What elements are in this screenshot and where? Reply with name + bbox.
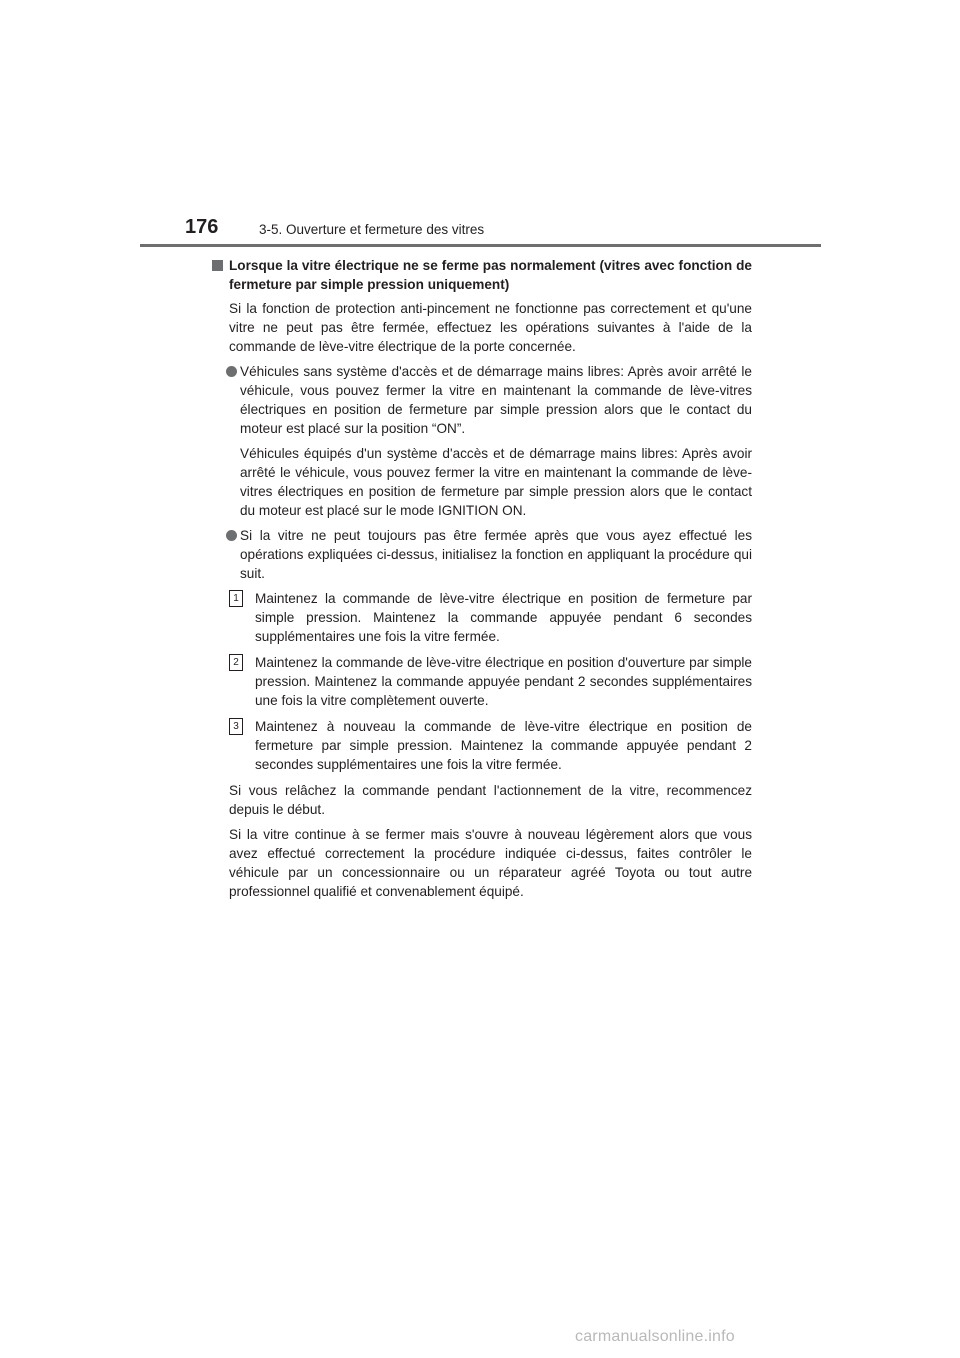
step-text: Maintenez à nouveau la commande de lève-vitre électrique en position de fermeture par simple pression. Maintenez la commande appuyée pendant 2 secondes supplémentaires une fois la vitre fermée. [255,719,752,772]
square-bullet-icon [212,260,223,271]
bullet-text: Si la vitre ne peut toujours pas être fermée après que vous ayez effectué les opérations expliquées ci-dessus, initialisez la fonction en appliquant la procédure qui suit. [240,528,752,581]
section-heading [212,256,752,294]
closing-paragraph: Si la vitre continue à se fermer mais s'ouvre à nouveau légèrement alors que vous avez effectué correctement la procédure indiquée ci-dessus, faites contrôler le véhicule par un concessionnaire ou un réparateur agréé Toyota ou tout autre professionnel qualifié et convenablement équipé. [229,827,752,899]
circle-bullet-icon [226,366,237,377]
step-number-badge: 3 [229,718,243,735]
step-item [212,653,752,710]
step-item [212,717,752,774]
step-text: Maintenez la commande de lève-vitre électrique en position d'ouverture par simple pression. Maintenez la commande appuyée pendant 2 secondes supplémentaires une fois la vitre complètement ouverte. [255,655,752,708]
header-rule [140,244,821,247]
step-text: Maintenez la commande de lève-vitre électrique en position de fermeture par simple pression. Maintenez la commande appuyée pendant 6 secondes supplémentaires une fois la vitre fermée. [255,591,752,644]
step-number-badge: 1 [229,590,243,607]
bullet-item [212,362,752,438]
bullet-text: Véhicules sans système d'accès et de démarrage mains libres: Après avoir arrêté le véhicule, vous pouvez fermer la vitre en maintenant la commande de lève-vitres électriques en position de fermeture par simple pression alors que le contact du moteur est placé sur la position “ON”. [240,364,752,436]
closing-paragraph: Si vous relâchez la commande pendant l'actionnement de la vitre, recommencez depuis le début. [229,783,752,817]
closing-notes [212,781,752,901]
step-item [212,589,752,646]
bullet-item [212,526,752,583]
step-number-badge: 2 [229,654,243,671]
circle-bullet-icon [226,530,237,541]
watermark-link[interactable]: carmanualsonline.info [575,1328,735,1345]
page-number: 176 [185,216,219,238]
bullet-sub-paragraph: Véhicules équipés d'un système d'accès et de démarrage mains libres: Après avoir arrêté le véhicule, vous pouvez fermer la vitre en maintenant la commande de lève-vitres électriques en position de fermeture par simple pression alors que le contact du moteur est placé sur le mode IGNITION ON. [240,446,752,518]
main-content [212,256,752,907]
section-title: 3-5. Ouverture et fermeture des vitres [259,222,485,237]
section-heading-text: Lorsque la vitre électrique ne se ferme pas normalement (vitres avec fonction de fermeture par simple pression uniquement) [229,258,752,292]
intro-paragraph: Si la fonction de protection anti-pincement ne fonctionne pas correctement et qu'une vitre ne peut pas être fermée, effectuez les opérations suivantes à l'aide de la commande de lève-vitre électrique de la porte concernée. [229,301,752,354]
